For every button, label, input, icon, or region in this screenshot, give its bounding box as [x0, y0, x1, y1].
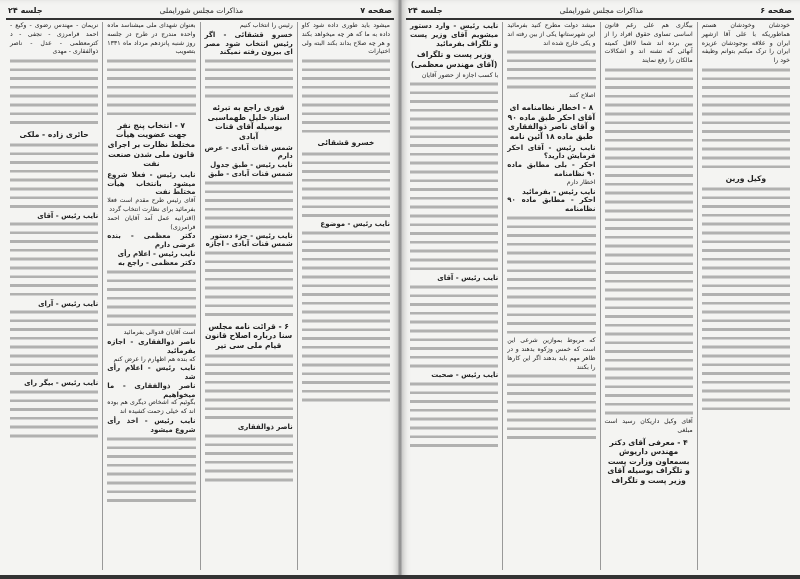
text-column: [6, 22, 102, 570]
illegible-text-block: [605, 330, 693, 418]
speaker-line: نایب رئیس - بفرمائید: [522, 187, 596, 196]
illegible-text-block: [410, 80, 498, 274]
speaker-line: نایب رئیس - بیگر رای: [24, 378, 99, 387]
paragraph: خودشان وخودشان هستم هماطوریکه با علی آقا ازشهر ایران و علاقه بوجودشان عزیزه ایران را ترک میکنم بتوانم وظیفه خود را: [701, 22, 790, 65]
paragraph: با کسب اجازه از حضور آقایان: [421, 71, 499, 79]
page-fold: [398, 0, 402, 579]
speaker-line: نایب رئیس - وارد دستور میشویم آقای وزیر پست و تلگراف بفرمائید: [410, 22, 499, 48]
section-heading: وزیر پست و تلگراف (آقای مهندس معظمی): [410, 50, 498, 69]
paragraph: بعنوان شهدای ملی میشناسد ماده واحده مندرج در طرح در جلسه روز شنبه پانزدهم مرداد ماه ۱۳۳۱ بتصویب: [107, 22, 196, 56]
speaker-line: نایب رئیس - اعلام رأی: [117, 249, 196, 258]
session-number: جلسه ۲۴: [8, 5, 43, 15]
text-column: [697, 22, 794, 570]
speaker-line: خسرو قشقائی - اگر رئیس انتخاب شود مصر ای بیرون رفته نمیکند: [204, 30, 293, 57]
page-header: [408, 4, 792, 16]
section-heading: ۷ - انتخاب پنج نفر جهت عضویت هیأت مختلط نظارت بر اجرای قانون ملی شدن صنعت نفت: [107, 120, 196, 169]
illegible-text-block: [10, 388, 98, 441]
paragraph: است آقایان قدوالی بفرمائید: [123, 329, 196, 337]
page-number: صفحه ۷: [360, 5, 392, 15]
text-column: [502, 22, 599, 570]
page-header: [8, 4, 392, 16]
right-page: [400, 0, 800, 579]
illegible-text-block: [507, 214, 595, 337]
paragraph: رئیس را انتخاب کنیم: [239, 22, 293, 29]
illegible-text-block: [107, 435, 195, 505]
speaker-line: احکر - مطابق ماده ۹۰ نظامنامه: [507, 196, 596, 214]
section-heading: خسرو قشقائی: [317, 138, 375, 148]
speaker-line: نایب رئیس - اعلام رأی شد: [107, 364, 196, 382]
paragraph: اصلاح کنند: [568, 92, 596, 100]
speaker-line: ناصر ذوالفقاری: [237, 422, 293, 431]
text-columns: [6, 22, 394, 570]
illegible-text-block: [702, 308, 790, 414]
section-heading: وکیل ورین: [725, 173, 767, 183]
text-column: [297, 22, 394, 570]
speaker-line: نایب رئیس - آقای: [37, 211, 99, 220]
illegible-text-block: [10, 308, 98, 378]
speaker-line: نایب رئیس - موضوع: [320, 220, 390, 229]
speaker-line: ناصر ذوالفقاری - اجازه بفرمائید: [107, 337, 196, 355]
section-heading: فوری راجع به تبرئه استاد خلیل طهماسبی بوسیله آقای قنات آبادی: [207, 103, 290, 141]
paragraph: آقای رئیس طرح مقدم است فعلا بفرمائید برای نظارت انتخاب گردد: [107, 197, 196, 213]
illegible-text-block: [702, 66, 790, 172]
session-number: جلسه ۲۴: [408, 5, 443, 15]
speaker-line: احکر - بلی مطابق ماده ۹۰ نظامنامه: [507, 161, 596, 178]
text-column: [102, 22, 199, 570]
paragraph: بیگاری هم علی رغم قانون اساسی تساوی حقوق افراد را از بین برده اند شما لااقل کمیته آنهائی که تشنه اند و اشکالات مالکان را رفع نمایند: [604, 22, 693, 65]
text-column: [406, 22, 502, 570]
speaker-line: نایب رئیس - فعلا شروع میشود بانتخاب هیأت مختلط نفت: [107, 170, 196, 197]
illegible-text-block: [302, 229, 390, 317]
section-heading: ۶ - قرائت نامه مجلس سنا درباره اصلاح قانون قیام ملی سی تیر: [204, 321, 293, 350]
illegible-text-block: [302, 317, 390, 405]
speaker-line: دکتر معظمی - راجع به: [117, 258, 196, 267]
illegible-text-block: [107, 57, 195, 119]
speaker-line: نایب رئیس - آقای: [437, 273, 499, 282]
illegible-text-block: [107, 268, 195, 330]
illegible-text-block: [410, 380, 498, 450]
publication-title: مذاکرات مجلس شورایملی: [159, 5, 244, 15]
illegible-text-block: [10, 220, 98, 299]
paragraph: اخطار دارم: [566, 178, 596, 186]
section-heading: ۴ - معرفی آقای دکتر مهندس داریوش بسمعاون وزارت پست و تلگراف بوسیله آقای وزیر پست و تلگراف: [607, 437, 690, 485]
speaker-line: نایب رئیس - اخذ رأی شروع میشود: [107, 417, 196, 434]
paragraph: (اقترانیه عمل آمد آقایان احمد فرامرزی): [107, 214, 196, 231]
speaker-line: شمس قنات آبادی - عرض دارم: [204, 143, 293, 161]
section-heading: حائری زاده - ملکی: [19, 129, 89, 139]
illegible-text-block: [605, 207, 693, 330]
illegible-text-block: [205, 352, 293, 422]
header-rule: [6, 18, 394, 20]
paragraph: نریمان - مهندس رضوی - وکیع - احمد فرامرزی - نجفی - د کترمعظمی - عدل - ناصر ذوالفقاری - مهدی: [10, 22, 99, 56]
illegible-text-block: [302, 57, 390, 136]
text-columns: [406, 22, 794, 570]
illegible-text-block: [605, 66, 693, 207]
speaker-line: نایب رئیس - صحبت: [431, 370, 499, 379]
speaker-line: نایب رئیس - آقای احکر فرمایش دارید؟: [507, 143, 596, 161]
illegible-text-block: [205, 179, 293, 232]
speaker-line: نایب رئیس - طبق جدول: [210, 161, 293, 170]
text-column: [200, 22, 297, 570]
text-column: [600, 22, 697, 570]
paragraph: میشد دولت مطرح کنید بفرمائید این شهرستانها یکی از بین رفته اند و یکی خارج شده اند: [507, 22, 596, 47]
paragraph: آقای وکیل داریکان رسید است مبلغی: [604, 417, 693, 434]
illegible-text-block: [205, 57, 293, 101]
paragraph: میشود باید طوری داده شود کاو داده به ما که هر چه میخواهد بکند و هر چه صلاح بداند بکند البته ولی اختیارات: [301, 22, 390, 56]
paragraph: که بنده هم اظهارم را عرض کنم: [113, 355, 196, 363]
speaker-line: نایب رئیس - جزء دستور: [210, 231, 293, 240]
speaker-line: ناصر ذوالفقاری - ما میخواهیم: [107, 381, 196, 399]
illegible-text-block: [205, 249, 293, 319]
illegible-text-block: [10, 57, 98, 127]
illegible-text-block: [410, 283, 498, 371]
speaker-line: نایب رئیس - آرای: [38, 299, 99, 308]
speaker-line: دکتر معظمی - بنده عرضی دارم: [107, 232, 196, 250]
illegible-text-block: [302, 150, 390, 220]
page-number: صفحه ۶: [760, 5, 792, 15]
illegible-text-block: [507, 48, 595, 92]
illegible-text-block: [507, 372, 595, 442]
illegible-text-block: [702, 185, 790, 308]
speaker-line: شمس قنات آبادی - اجازه: [205, 240, 293, 249]
illegible-text-block: [205, 432, 293, 485]
illegible-text-block: [10, 141, 98, 211]
section-heading: ۸ - اخطار نظامنامه ای آقای احکر طبق ماده ۹۰ و آقای ناصر ذوالفقاری طبق ماده ۱۸ آئین نامه: [507, 103, 596, 141]
publication-title: مذاکرات مجلس شورایملی: [559, 5, 644, 15]
paragraph: که مربوط بموازین شرعی این است که خمس وزکوه بدهند و در ظاهر مهم باید بدهند اگر این کارها را بکنند: [507, 337, 596, 371]
header-rule: [406, 18, 794, 20]
paragraph: بگوئیم که اشخاص دیگری هم بوده اند که خیلی زحمت کشیده اند: [107, 399, 196, 416]
speaker-line: شمس قنات آبادی - طبق: [208, 169, 293, 178]
scan-edge: [0, 575, 800, 579]
